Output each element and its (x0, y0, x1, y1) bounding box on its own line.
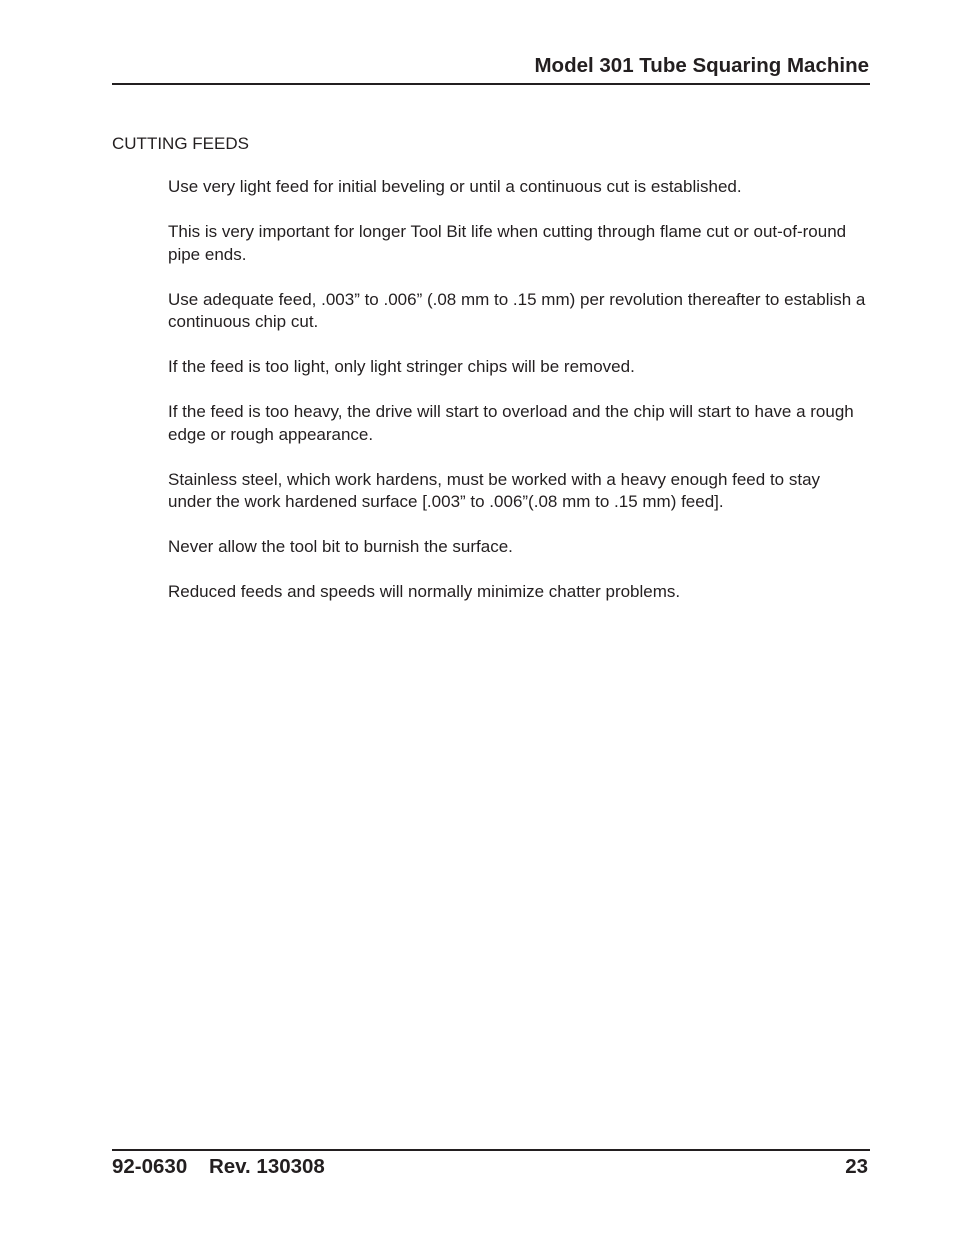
paragraph: Stainless steel, which work hardens, must be worked with a heavy enough feed to stay under the work hardened surface [.003” to .006”(.08 mm to .15 mm) feed]. (168, 469, 821, 511)
page-footer (112, 1149, 870, 1183)
footer-document-info (112, 1154, 325, 1180)
paragraph: If the feed is too heavy, the drive will start to overload and the chip will start to have a rough edge or rough appearance. (168, 402, 854, 444)
section-heading: CUTTING FEEDS (112, 134, 249, 153)
paragraph: If the feed is too light, only light stringer chips will be removed. (168, 357, 635, 376)
paragraph: Use adequate feed, .003” to .006” (.08 mm to .15 mm) per revolution thereafter to establish a continuous chip cut. (168, 289, 866, 331)
document-number: 92-0630 (112, 1155, 188, 1178)
page-header (112, 52, 870, 85)
paragraph: Use very light feed for initial beveling or until a continuous cut is established. (168, 177, 742, 196)
page-number: 23 (845, 1155, 868, 1178)
paragraph: Reduced feeds and speeds will normally minimize chatter problems. (168, 582, 681, 601)
document-title: Model 301 Tube Squaring Machine (534, 54, 869, 77)
paragraph: Never allow the tool bit to burnish the surface. (168, 537, 513, 556)
section-body (168, 176, 868, 626)
paragraph: This is very important for longer Tool Bit life when cutting through flame cut or out-of-round pipe ends. (168, 222, 847, 264)
revision-number: Rev. 130308 (208, 1155, 325, 1178)
